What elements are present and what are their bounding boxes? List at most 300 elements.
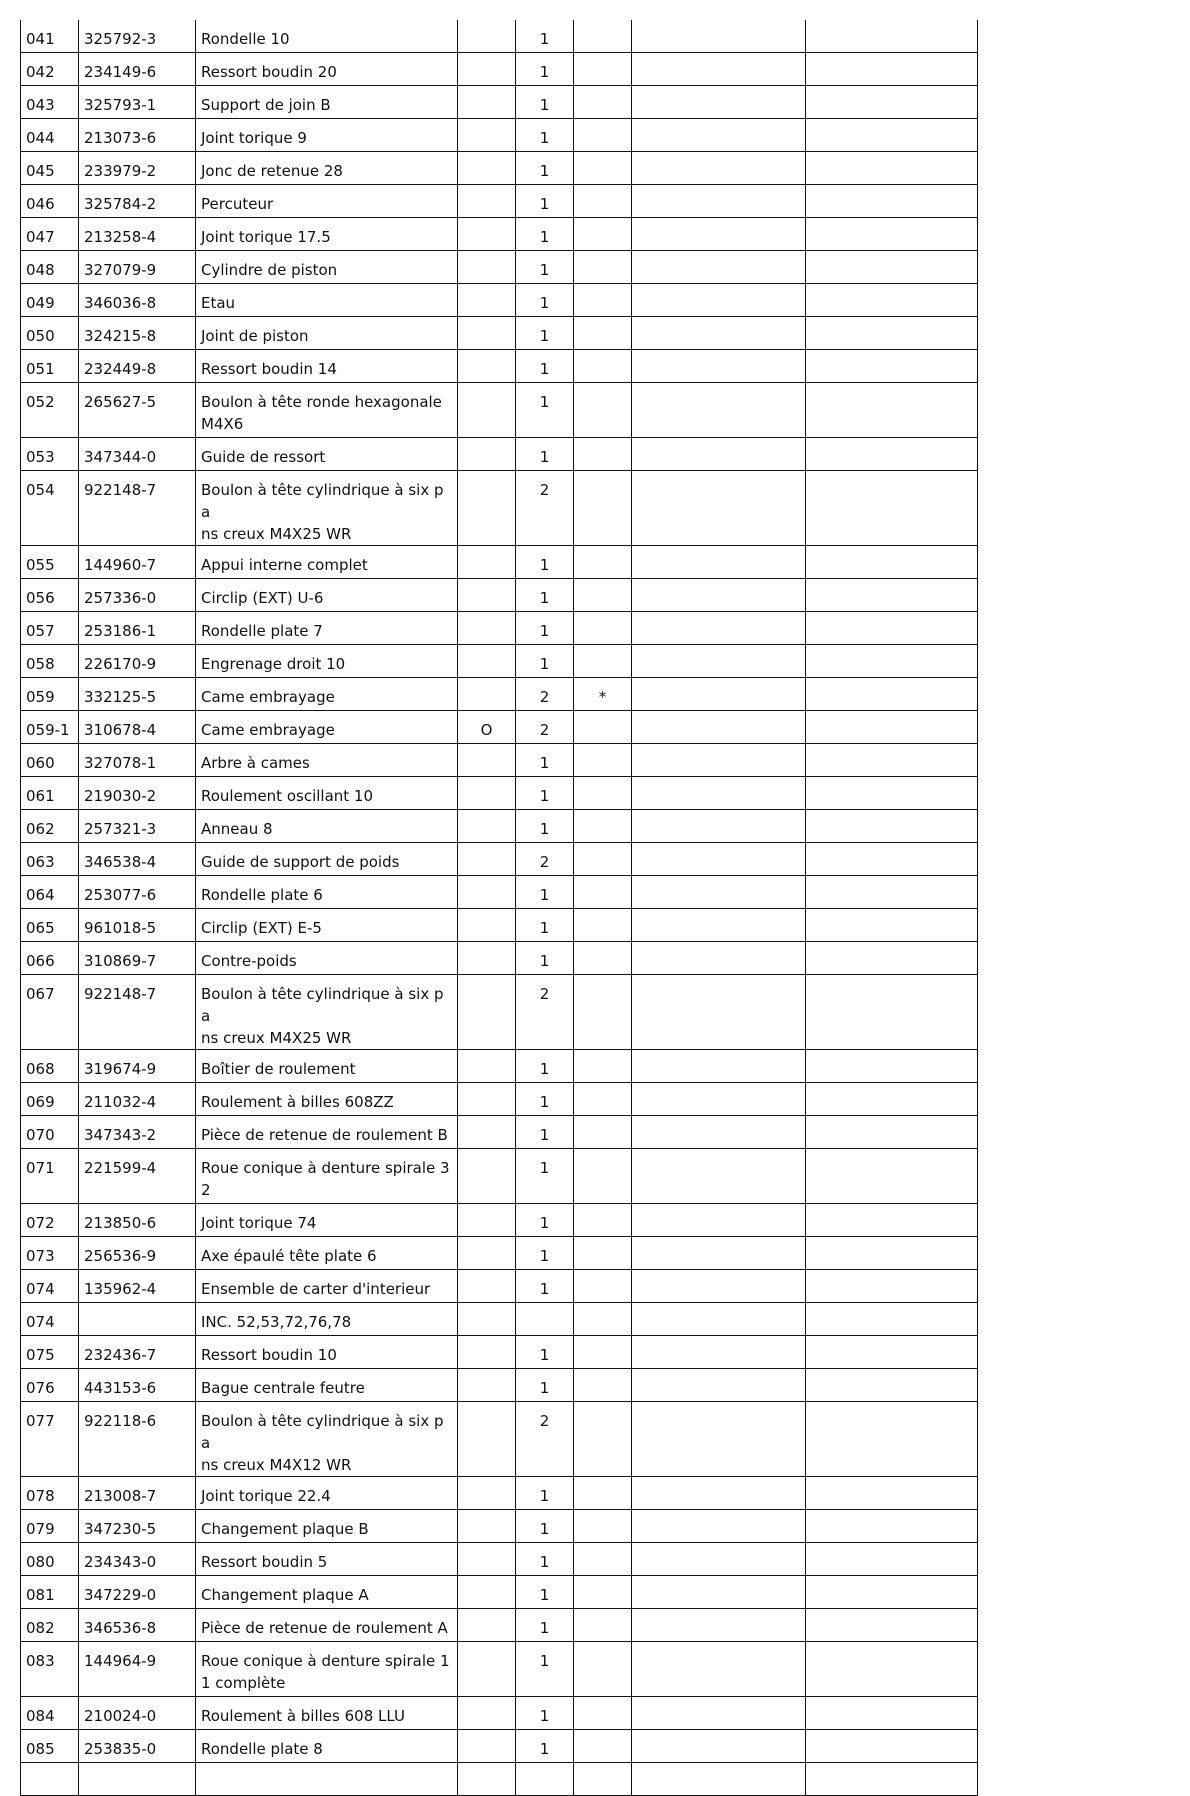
table-row xyxy=(21,579,978,612)
description-cell: Changement plaque A xyxy=(196,1576,458,1609)
mark-cell xyxy=(574,152,632,185)
remarks-cell xyxy=(806,744,978,777)
description-cell: INC. 52,53,72,76,78 xyxy=(196,1303,458,1336)
quantity-cell: 1 xyxy=(516,1576,574,1609)
mark-cell xyxy=(574,975,632,1050)
table-row xyxy=(21,53,978,86)
note-cell xyxy=(632,612,806,645)
item-number-cell: 077 xyxy=(21,1402,79,1477)
note-cell xyxy=(632,645,806,678)
mark-cell xyxy=(574,86,632,119)
description-cell: Guide de ressort xyxy=(196,438,458,471)
part-code-cell: 232436-7 xyxy=(79,1336,196,1369)
description-cell: Boulon à tête ronde hexagonale M4X6 xyxy=(196,383,458,438)
description-cell: Appui interne complet xyxy=(196,546,458,579)
mark-cell xyxy=(574,20,632,53)
part-code-cell: 226170-9 xyxy=(79,645,196,678)
quantity-cell: 2 xyxy=(516,1402,574,1477)
part-code-cell: 256536-9 xyxy=(79,1237,196,1270)
quantity-cell: 1 xyxy=(516,1510,574,1543)
option-flag-cell xyxy=(458,942,516,975)
part-code-cell: 332125-5 xyxy=(79,678,196,711)
item-number-cell: 042 xyxy=(21,53,79,86)
quantity-cell: 1 xyxy=(516,645,574,678)
option-flag-cell xyxy=(458,119,516,152)
remarks-cell xyxy=(806,86,978,119)
option-flag-cell xyxy=(458,1642,516,1697)
quantity-cell: 1 xyxy=(516,20,574,53)
item-number-cell: 068 xyxy=(21,1050,79,1083)
item-number-cell: 069 xyxy=(21,1083,79,1116)
description-cell: Changement plaque B xyxy=(196,1510,458,1543)
description-cell: Circlip (EXT) E-5 xyxy=(196,909,458,942)
part-code-cell: 253077-6 xyxy=(79,876,196,909)
table-row xyxy=(21,612,978,645)
mark-cell xyxy=(574,942,632,975)
quantity-cell: 1 xyxy=(516,1270,574,1303)
description-cell: Roue conique à denture spirale 3 2 xyxy=(196,1149,458,1204)
quantity-cell: 1 xyxy=(516,1543,574,1576)
remarks-cell xyxy=(806,546,978,579)
description-cell: Cylindre de piston xyxy=(196,251,458,284)
note-cell xyxy=(632,86,806,119)
quantity-cell: 1 xyxy=(516,152,574,185)
quantity-cell: 1 xyxy=(516,1369,574,1402)
table-row xyxy=(21,438,978,471)
part-code-cell: 346036-8 xyxy=(79,284,196,317)
note-cell xyxy=(632,218,806,251)
item-number-cell: 058 xyxy=(21,645,79,678)
mark-cell xyxy=(574,1149,632,1204)
quantity-cell: 1 xyxy=(516,1336,574,1369)
quantity-cell: 2 xyxy=(516,843,574,876)
table-row xyxy=(21,1697,978,1730)
note-cell xyxy=(632,1336,806,1369)
part-code-cell: 211032-4 xyxy=(79,1083,196,1116)
description-cell: Engrenage droit 10 xyxy=(196,645,458,678)
remarks-cell xyxy=(806,383,978,438)
mark-cell xyxy=(574,1270,632,1303)
remarks-cell xyxy=(806,1083,978,1116)
mark-cell xyxy=(574,1336,632,1369)
note-cell xyxy=(632,1642,806,1697)
option-flag-cell xyxy=(458,1083,516,1116)
table-row xyxy=(21,546,978,579)
mark-cell xyxy=(574,1237,632,1270)
note-cell xyxy=(632,251,806,284)
remarks-cell xyxy=(806,810,978,843)
mark-cell xyxy=(574,843,632,876)
part-code-cell: 232449-8 xyxy=(79,350,196,383)
note-cell xyxy=(632,876,806,909)
description-cell: Axe épaulé tête plate 6 xyxy=(196,1237,458,1270)
remarks-cell xyxy=(806,777,978,810)
option-flag-cell xyxy=(458,350,516,383)
table-row xyxy=(21,1204,978,1237)
mark-cell xyxy=(574,284,632,317)
note-cell xyxy=(632,185,806,218)
remarks-cell xyxy=(806,185,978,218)
quantity-cell: 1 xyxy=(516,1642,574,1697)
part-code-cell: 347343-2 xyxy=(79,1116,196,1149)
table-row xyxy=(21,942,978,975)
part-code-cell: 325793-1 xyxy=(79,86,196,119)
note-cell xyxy=(632,20,806,53)
note-cell xyxy=(632,438,806,471)
part-code-cell: 310869-7 xyxy=(79,942,196,975)
table-row xyxy=(21,152,978,185)
table-row xyxy=(21,1050,978,1083)
table-row xyxy=(21,1336,978,1369)
part-code-cell: 347344-0 xyxy=(79,438,196,471)
description-cell: Roulement oscillant 10 xyxy=(196,777,458,810)
quantity-cell: 1 xyxy=(516,1477,574,1510)
remarks-cell xyxy=(806,438,978,471)
quantity-cell: 1 xyxy=(516,119,574,152)
quantity-cell: 1 xyxy=(516,1116,574,1149)
quantity-cell: 1 xyxy=(516,350,574,383)
note-cell xyxy=(632,119,806,152)
note-cell xyxy=(632,579,806,612)
part-code-cell: 346536-8 xyxy=(79,1609,196,1642)
description-cell xyxy=(196,1763,458,1796)
table-row xyxy=(21,744,978,777)
option-flag-cell xyxy=(458,876,516,909)
description-cell: Roulement à billes 608ZZ xyxy=(196,1083,458,1116)
part-code-cell: 265627-5 xyxy=(79,383,196,438)
option-flag-cell xyxy=(458,1402,516,1477)
mark-cell xyxy=(574,1402,632,1477)
remarks-cell xyxy=(806,678,978,711)
remarks-cell xyxy=(806,1402,978,1477)
note-cell xyxy=(632,1510,806,1543)
option-flag-cell xyxy=(458,645,516,678)
table-row xyxy=(21,218,978,251)
option-flag-cell xyxy=(458,579,516,612)
description-cell: Joint torique 17.5 xyxy=(196,218,458,251)
item-number-cell: 072 xyxy=(21,1204,79,1237)
table-row xyxy=(21,1576,978,1609)
option-flag-cell xyxy=(458,284,516,317)
mark-cell xyxy=(574,383,632,438)
remarks-cell xyxy=(806,1303,978,1336)
mark-cell xyxy=(574,1477,632,1510)
remarks-cell xyxy=(806,20,978,53)
mark-cell xyxy=(574,579,632,612)
item-number-cell: 056 xyxy=(21,579,79,612)
part-code-cell: 210024-0 xyxy=(79,1697,196,1730)
description-cell: Circlip (EXT) U-6 xyxy=(196,579,458,612)
remarks-cell xyxy=(806,1543,978,1576)
option-flag-cell xyxy=(458,1477,516,1510)
remarks-cell xyxy=(806,1510,978,1543)
part-code-cell: 234343-0 xyxy=(79,1543,196,1576)
table-row xyxy=(21,20,978,53)
mark-cell xyxy=(574,876,632,909)
remarks-cell xyxy=(806,711,978,744)
table-row xyxy=(21,1369,978,1402)
table-row xyxy=(21,678,978,711)
mark-cell: * xyxy=(574,678,632,711)
note-cell xyxy=(632,1402,806,1477)
note-cell xyxy=(632,1543,806,1576)
quantity-cell: 1 xyxy=(516,86,574,119)
table-row xyxy=(21,810,978,843)
quantity-cell xyxy=(516,1763,574,1796)
description-cell: Etau xyxy=(196,284,458,317)
quantity-cell: 1 xyxy=(516,1204,574,1237)
item-number-cell: 078 xyxy=(21,1477,79,1510)
part-code-cell: 213073-6 xyxy=(79,119,196,152)
description-cell: Came embrayage xyxy=(196,678,458,711)
quantity-cell: 1 xyxy=(516,1149,574,1204)
option-flag-cell xyxy=(458,843,516,876)
note-cell xyxy=(632,284,806,317)
remarks-cell xyxy=(806,1116,978,1149)
mark-cell xyxy=(574,53,632,86)
item-number-cell xyxy=(21,1763,79,1796)
mark-cell xyxy=(574,1303,632,1336)
mark-cell xyxy=(574,1763,632,1796)
parts-list-table xyxy=(20,20,978,1796)
note-cell xyxy=(632,317,806,350)
option-flag-cell xyxy=(458,317,516,350)
mark-cell xyxy=(574,711,632,744)
item-number-cell: 066 xyxy=(21,942,79,975)
part-code-cell: 319674-9 xyxy=(79,1050,196,1083)
quantity-cell: 1 xyxy=(516,1237,574,1270)
mark-cell xyxy=(574,1083,632,1116)
item-number-cell: 076 xyxy=(21,1369,79,1402)
description-cell: Ressort boudin 10 xyxy=(196,1336,458,1369)
quantity-cell: 1 xyxy=(516,218,574,251)
remarks-cell xyxy=(806,843,978,876)
note-cell xyxy=(632,1477,806,1510)
table-row xyxy=(21,1477,978,1510)
note-cell xyxy=(632,975,806,1050)
item-number-cell: 065 xyxy=(21,909,79,942)
quantity-cell: 2 xyxy=(516,711,574,744)
option-flag-cell xyxy=(458,218,516,251)
table-row xyxy=(21,777,978,810)
description-cell: Bague centrale feutre xyxy=(196,1369,458,1402)
mark-cell xyxy=(574,1697,632,1730)
part-code-cell: 325792-3 xyxy=(79,20,196,53)
option-flag-cell xyxy=(458,1763,516,1796)
item-number-cell: 081 xyxy=(21,1576,79,1609)
part-code-cell: 213258-4 xyxy=(79,218,196,251)
part-code-cell: 325784-2 xyxy=(79,185,196,218)
remarks-cell xyxy=(806,1149,978,1204)
note-cell xyxy=(632,1270,806,1303)
part-code-cell: 253835-0 xyxy=(79,1730,196,1763)
item-number-cell: 055 xyxy=(21,546,79,579)
remarks-cell xyxy=(806,1609,978,1642)
mark-cell xyxy=(574,1576,632,1609)
item-number-cell: 046 xyxy=(21,185,79,218)
remarks-cell xyxy=(806,1270,978,1303)
part-code-cell: 347229-0 xyxy=(79,1576,196,1609)
option-flag-cell xyxy=(458,1730,516,1763)
note-cell xyxy=(632,744,806,777)
item-number-cell: 067 xyxy=(21,975,79,1050)
mark-cell xyxy=(574,1116,632,1149)
item-number-cell: 049 xyxy=(21,284,79,317)
quantity-cell: 1 xyxy=(516,810,574,843)
part-code-cell: 347230-5 xyxy=(79,1510,196,1543)
part-code-cell: 922148-7 xyxy=(79,975,196,1050)
description-cell: Rondelle 10 xyxy=(196,20,458,53)
quantity-cell: 1 xyxy=(516,1050,574,1083)
remarks-cell xyxy=(806,1336,978,1369)
item-number-cell: 044 xyxy=(21,119,79,152)
note-cell xyxy=(632,711,806,744)
remarks-cell xyxy=(806,1697,978,1730)
note-cell xyxy=(632,1763,806,1796)
note-cell xyxy=(632,1609,806,1642)
quantity-cell: 1 xyxy=(516,1730,574,1763)
note-cell xyxy=(632,471,806,546)
remarks-cell xyxy=(806,53,978,86)
note-cell xyxy=(632,53,806,86)
part-code-cell: 922118-6 xyxy=(79,1402,196,1477)
table-row xyxy=(21,1730,978,1763)
mark-cell xyxy=(574,546,632,579)
quantity-cell: 1 xyxy=(516,1083,574,1116)
mark-cell xyxy=(574,1609,632,1642)
mark-cell xyxy=(574,317,632,350)
table-row xyxy=(21,86,978,119)
description-cell: Roue conique à denture spirale 1 1 complète xyxy=(196,1642,458,1697)
remarks-cell xyxy=(806,876,978,909)
quantity-cell: 2 xyxy=(516,471,574,546)
item-number-cell: 061 xyxy=(21,777,79,810)
table-row xyxy=(21,350,978,383)
remarks-cell xyxy=(806,1730,978,1763)
note-cell xyxy=(632,1116,806,1149)
remarks-cell xyxy=(806,975,978,1050)
option-flag-cell xyxy=(458,1149,516,1204)
table-row xyxy=(21,1609,978,1642)
option-flag-cell xyxy=(458,1609,516,1642)
mark-cell xyxy=(574,612,632,645)
parts-list-body xyxy=(21,20,978,1796)
description-cell: Came embrayage xyxy=(196,711,458,744)
part-code-cell: 327078-1 xyxy=(79,744,196,777)
mark-cell xyxy=(574,251,632,284)
remarks-cell xyxy=(806,1642,978,1697)
table-row xyxy=(21,119,978,152)
description-cell: Ressort boudin 14 xyxy=(196,350,458,383)
table-row xyxy=(21,843,978,876)
remarks-cell xyxy=(806,1204,978,1237)
quantity-cell: 2 xyxy=(516,975,574,1050)
item-number-cell: 085 xyxy=(21,1730,79,1763)
item-number-cell: 070 xyxy=(21,1116,79,1149)
description-cell: Ressort boudin 5 xyxy=(196,1543,458,1576)
quantity-cell: 1 xyxy=(516,185,574,218)
mark-cell xyxy=(574,1543,632,1576)
item-number-cell: 060 xyxy=(21,744,79,777)
remarks-cell xyxy=(806,645,978,678)
table-row xyxy=(21,1402,978,1477)
description-cell: Percuteur xyxy=(196,185,458,218)
quantity-cell: 1 xyxy=(516,383,574,438)
remarks-cell xyxy=(806,1576,978,1609)
description-cell: Joint torique 22.4 xyxy=(196,1477,458,1510)
table-row xyxy=(21,1510,978,1543)
quantity-cell: 1 xyxy=(516,546,574,579)
part-code-cell: 144964-9 xyxy=(79,1642,196,1697)
description-cell: Roulement à billes 608 LLU xyxy=(196,1697,458,1730)
remarks-cell xyxy=(806,612,978,645)
note-cell xyxy=(632,1083,806,1116)
item-number-cell: 071 xyxy=(21,1149,79,1204)
mark-cell xyxy=(574,744,632,777)
option-flag-cell xyxy=(458,185,516,218)
option-flag-cell xyxy=(458,1050,516,1083)
table-row xyxy=(21,876,978,909)
mark-cell xyxy=(574,1510,632,1543)
description-cell: Guide de support de poids xyxy=(196,843,458,876)
remarks-cell xyxy=(806,251,978,284)
mark-cell xyxy=(574,350,632,383)
remarks-cell xyxy=(806,317,978,350)
item-number-cell: 048 xyxy=(21,251,79,284)
table-row xyxy=(21,1642,978,1697)
item-number-cell: 052 xyxy=(21,383,79,438)
item-number-cell: 057 xyxy=(21,612,79,645)
table-row xyxy=(21,1237,978,1270)
note-cell xyxy=(632,942,806,975)
mark-cell xyxy=(574,438,632,471)
quantity-cell: 1 xyxy=(516,53,574,86)
quantity-cell: 1 xyxy=(516,251,574,284)
quantity-cell xyxy=(516,1303,574,1336)
note-cell xyxy=(632,1237,806,1270)
item-number-cell: 073 xyxy=(21,1237,79,1270)
quantity-cell: 1 xyxy=(516,744,574,777)
mark-cell xyxy=(574,1642,632,1697)
option-flag-cell xyxy=(458,1237,516,1270)
quantity-cell: 1 xyxy=(516,579,574,612)
part-code-cell: 213850-6 xyxy=(79,1204,196,1237)
item-number-cell: 084 xyxy=(21,1697,79,1730)
description-cell: Support de join B xyxy=(196,86,458,119)
description-cell: Boulon à tête cylindrique à six pa ns creux M4X25 WR xyxy=(196,975,458,1050)
description-cell: Contre-poids xyxy=(196,942,458,975)
option-flag-cell xyxy=(458,53,516,86)
table-row xyxy=(21,1763,978,1796)
option-flag-cell xyxy=(458,975,516,1050)
item-number-cell: 054 xyxy=(21,471,79,546)
option-flag-cell xyxy=(458,810,516,843)
option-flag-cell xyxy=(458,20,516,53)
description-cell: Arbre à cames xyxy=(196,744,458,777)
table-row xyxy=(21,909,978,942)
option-flag-cell xyxy=(458,612,516,645)
part-code-cell: 961018-5 xyxy=(79,909,196,942)
part-code-cell xyxy=(79,1763,196,1796)
item-number-cell: 051 xyxy=(21,350,79,383)
mark-cell xyxy=(574,119,632,152)
quantity-cell: 1 xyxy=(516,438,574,471)
item-number-cell: 041 xyxy=(21,20,79,53)
description-cell: Pièce de retenue de roulement B xyxy=(196,1116,458,1149)
item-number-cell: 064 xyxy=(21,876,79,909)
note-cell xyxy=(632,843,806,876)
remarks-cell xyxy=(806,218,978,251)
